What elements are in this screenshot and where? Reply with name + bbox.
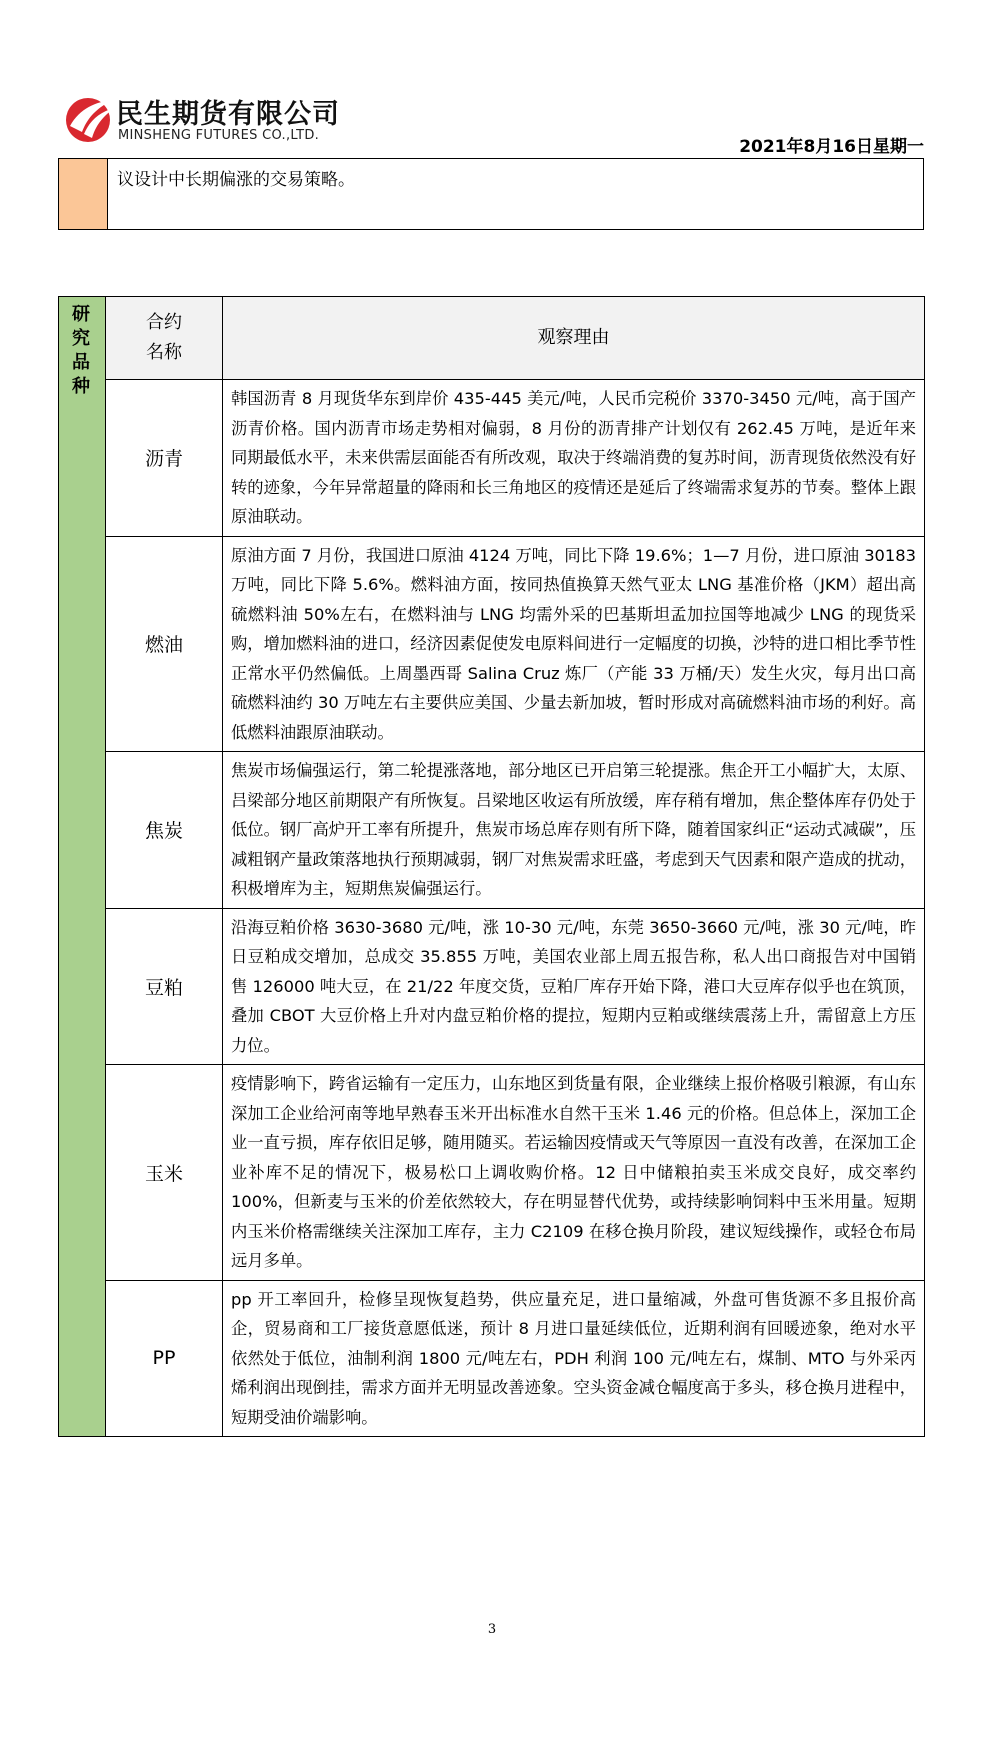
contract-name: 燃油 (106, 537, 223, 752)
reason-text: 韩国沥青 8 月现货华东到岸价 435-445 美元/吨，人民币完税价 3370-3450 元/吨，高于国产沥青价格。国内沥青市场走势相对偏弱，8 月份的沥青排产计划仅有 262.45 万吨，是近年来同期最低水平，未来供需层面能否有所改观，取决于终端消费的复苏时间，沥青现货依然没有好转的迹象，今年异常超量的降雨和长三角地区的疫情还是延后了终端需求复苏的节奏。整体上跟原油联动。 (231, 389, 916, 526)
report-date: 2021年8月16日星期一 (739, 137, 924, 157)
contract-name: 焦炭 (106, 752, 223, 908)
reason-text: 原油方面 7 月份，我国进口原油 4124 万吨，同比下降 19.6%；1—7 月份，进口原油 30183 万吨，同比下降 5.6%。燃料油方面，按同热值换算天然气亚太 LNG 基准价格（JKM）超出高硫燃料油 50%左右，在燃料油与 LNG 均需外采的巴基斯坦孟加拉国等地减少 LNG 的现货采购，增加燃料油的进口，经济因素促使发电原料间进行一定幅度的切换，沙特的进口相比季节性正常水平仍然偏低。上周墨西哥 Salina Cruz 炼厂（产能 33 万桶/天）发生火灾，每月出口高硫燃料油约 30 万吨左右主要供应美国、少量去新加坡，暂时形成对高硫燃料油市场的利好。高低燃料油跟原油联动。 (231, 545, 916, 742)
research-table (58, 296, 925, 1437)
header-contract-line2: 名称 (146, 342, 182, 363)
reason-text: 疫情影响下，跨省运输有一定压力，山东地区到货量有限，企业继续上报价格吸引粮源，有山东深加工企业给河南等地早熟春玉米开出标准水自然干玉米 1.46 元的价格。但总体上，深加工企业一直亏损，库存依旧足够，随用随买。若运输因疫情或天气等原因一直没有改善，在深加工企业补库不足的情况下，极易松口上调收购价格。12 日中储粮拍卖玉米成交良好，成交率约 100%，但新麦与玉米的价差依然较大，存在明显替代优势，或持续影响饲料中玉米用量。短期内玉米价格需继续关注深加工库存，主力 C2109 在移仓换月阶段，建议短线操作，或轻仓布局远月多单。 (231, 1074, 916, 1270)
header-contract-line1: 合约 (146, 312, 182, 333)
reason-text: pp 开工率回升，检修呈现恢复趋势，供应量充足，进口量缩减，外盘可售货源不多且报价高企，贸易商和工厂接货意愿低迷，预计 8 月进口量延续低位，近期利润有回暖迹象，绝对水平依然处于低位，油制利润 1800 元/吨左右，PDH 利润 100 元/吨左右，煤制、MTO 与外采丙烯利润出现倒挂，需求方面并无明显改善迹象。空头资金减仓幅度高于多头，移仓换月进程中，短期受油价端影响。 (231, 1289, 916, 1427)
table-header-row (106, 297, 924, 380)
reason-text: 沿海豆粕价格 3630-3680 元/吨，涨 10-30 元/吨，东莞 3650-3660 元/吨，涨 30 元/吨，昨日豆粕成交增加，总成交 35.855 万吨，美国农业部上周五报告称，私人出口商报告对中国销售 126000 吨大豆，在 21/22 年度交货，豆粕厂库存开始下降，港口大豆库存似乎也在筑顶，叠加 CBOT 大豆价格上升对内盘豆粕价格的提拉，短期内豆粕或继续震荡上升，需留意上方压力位。 (231, 917, 916, 1055)
contract-name: 沥青 (106, 380, 223, 536)
previous-section-box (58, 158, 924, 230)
contract-name: PP (106, 1281, 223, 1437)
table-row (106, 537, 924, 753)
table-row (106, 380, 924, 537)
top-note-text: 议设计中长期偏涨的交易策略。 (117, 170, 355, 190)
table-row (106, 752, 924, 909)
company-name-cn: 民生期货有限公司 (116, 99, 340, 130)
side-label-cell (59, 297, 106, 1436)
side-label: 研究品种 (72, 304, 90, 397)
header-contract-name (106, 297, 223, 379)
company-name-en: MINSHENG FUTURES CO.,LTD. (118, 128, 320, 143)
table-row (106, 1281, 924, 1437)
page-number: 3 (487, 1622, 497, 1637)
contract-name: 豆粕 (106, 909, 223, 1065)
company-logo (62, 90, 362, 150)
header-reason: 观察理由 (537, 327, 610, 349)
orange-side-cell (59, 159, 108, 229)
contract-name: 玉米 (106, 1065, 223, 1280)
minsheng-logo-icon (62, 90, 118, 146)
table-row (106, 1065, 924, 1281)
reason-text: 焦炭市场偏强运行，第二轮提涨落地，部分地区已开启第三轮提涨。焦企开工小幅扩大，太原、吕梁部分地区前期限产有所恢复。吕梁地区收运有所放缓，库存稍有增加，焦企整体库存仍处于低位。钢厂高炉开工率有所提升，焦炭市场总库存则有所下降，随着国家纠正“运动式减碳”，压减粗钢产量政策落地执行预期减弱，钢厂对焦炭需求旺盛，考虑到天气因素和限产造成的扰动，积极增库为主，短期焦炭偏强运行。 (231, 761, 916, 898)
table-grid (106, 297, 924, 1436)
table-row (106, 909, 924, 1066)
